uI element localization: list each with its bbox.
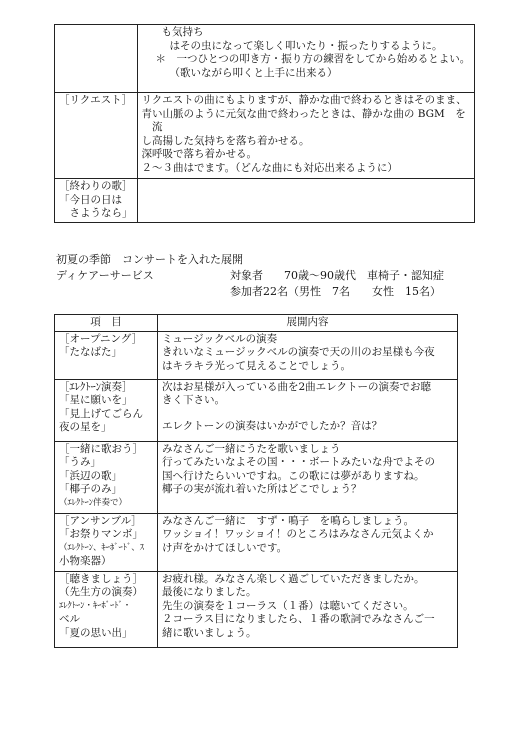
table-row xyxy=(55,25,475,93)
item-label: （先生方の演奏） xyxy=(59,586,143,598)
content-line: ミュージックベルの演奏 xyxy=(162,332,278,345)
item-cell xyxy=(55,331,158,379)
content-line: お疲れ様。みなさん楽しく過ごしていただきましたか。 xyxy=(162,572,425,585)
item-label: ［リクエスト］ xyxy=(59,94,133,106)
content-line: 青い山脈のように元気な曲で終わったときは、静かな曲の BGM を xyxy=(141,107,466,120)
content-line: 国へ行けたらいいですね。この歌には夢がありますね。 xyxy=(162,469,425,482)
content-cell xyxy=(137,25,475,93)
item-label: 「見上げてごらん xyxy=(59,407,143,420)
item-label: ［聴きましょう］ xyxy=(59,572,143,585)
content-line: はその虫になって楽しく叩いたり・振ったりするように。 xyxy=(169,39,443,52)
item-label: ベル xyxy=(59,613,80,625)
content-line: エレクトーンの演奏はいかがでしたか？音は？ xyxy=(162,419,383,432)
item-label: さようなら」 xyxy=(59,207,133,219)
content-line: きく下さい。 xyxy=(162,394,225,406)
item-label: ［オープニング］ xyxy=(59,332,143,345)
item-label: （ｴﾚｸﾄｰﾝ伴奏で） xyxy=(59,497,128,508)
content-line: 最後になりました。 xyxy=(162,586,257,598)
content-line: 椰子の実が流れ着いた所はどこでしょう？ xyxy=(162,483,362,495)
table-header-row xyxy=(55,315,458,332)
item-label: 「椰子のみ」 xyxy=(59,483,122,495)
content-line: ＊ 一つひとつの叩き方・振り方の練習をしてから始めるとよい。 xyxy=(155,53,471,65)
item-label: （ｴﾚｸﾄｰﾝ、ｷｰﾎﾞｰﾄﾞ、ｽ xyxy=(59,542,145,553)
content-cell xyxy=(137,93,475,179)
content-line: 行ってみたいなよその国・・・ボートみたいな舟でよその xyxy=(162,456,435,468)
content-line: 先生の演奏を１コーラス（１番）は聴いてください。 xyxy=(162,599,414,612)
content-cell xyxy=(158,571,458,647)
item-label: 小物楽器） xyxy=(59,555,112,567)
content-line: ２～３曲はでます。（どんな曲にも対応出来るように） xyxy=(141,161,398,174)
item-cell xyxy=(55,379,158,441)
content-line: リクエストの曲にもよりますが、静かな曲で終わるときはそのまま、 xyxy=(141,94,467,106)
item-label: ［終わりの歌］ xyxy=(59,180,133,192)
item-cell xyxy=(55,179,138,223)
item-label: ｴﾚｸﾄｰﾝ・ｷｰﾎﾞｰﾄﾞ・ xyxy=(59,600,132,611)
upper-plan-table xyxy=(54,24,475,223)
content-cell xyxy=(137,179,475,223)
item-label: ［一緒に歌おう］ xyxy=(59,442,143,455)
content-line: ２コーラス目になりましたら、１番の歌詞でみなさんご一 xyxy=(162,613,435,625)
table-row xyxy=(55,179,475,223)
content-line: みなさんご一緒に すず・鳴子 を鳴らしましょう。 xyxy=(162,514,415,527)
target-value: 70歳～90歳代 車椅子・認知症 xyxy=(284,269,444,282)
content-line: 流 xyxy=(141,121,163,133)
content-line: 深呼吸で落ち着かせる。 xyxy=(141,148,257,160)
content-line: （歌いながら叩くと上手に出来る） xyxy=(169,66,338,79)
content-spacer xyxy=(162,408,453,420)
table-row xyxy=(55,513,458,571)
column-header-item: 項 目 xyxy=(55,315,158,332)
item-cell xyxy=(55,25,138,93)
participants-info: 参加者22名（男性 7名 女性 15名） xyxy=(230,285,441,298)
content-line: はキラキラ光って見えることでしょう。 xyxy=(162,359,351,372)
facility-name: ディケアーサービス xyxy=(56,269,154,282)
program-table xyxy=(54,314,458,648)
content-line: け声をかけてほしいです。 xyxy=(162,541,288,554)
item-label: 「星に願いを」 xyxy=(59,394,133,406)
item-cell xyxy=(55,571,158,647)
content-cell xyxy=(158,379,458,441)
content-cell xyxy=(158,513,458,571)
table-row xyxy=(55,93,475,179)
target-label: 対象者 xyxy=(230,269,263,282)
item-label: 「お祭りマンボ」 xyxy=(59,528,143,540)
item-label: 「今日の日は xyxy=(59,193,122,206)
content-cell xyxy=(158,331,458,379)
item-label: 夜の星を」 xyxy=(59,421,112,433)
table-row xyxy=(55,441,458,513)
column-header-content: 展開内容 xyxy=(158,315,458,332)
content-line: きれいなミュージックベルの演奏で天の川のお星様も今夜 xyxy=(162,346,435,358)
content-cell xyxy=(158,441,458,513)
item-cell xyxy=(55,93,138,179)
content-line: し高揚した気持ちを落ち着かせる。 xyxy=(141,134,310,147)
table-row xyxy=(55,571,458,647)
item-label: 「夏の思い出」 xyxy=(59,626,133,639)
table-row xyxy=(55,331,458,379)
item-label: ［アンサンブル］ xyxy=(59,514,142,527)
content-line: みなさんご一緒にうたを歌いましょう xyxy=(162,442,341,455)
content-line: も気持ち xyxy=(161,26,204,38)
item-label: ［ｴﾚｸﾄｰﾝ演奏］ xyxy=(59,380,133,393)
item-label: 「浜辺の歌」 xyxy=(59,469,122,482)
item-cell xyxy=(55,441,158,513)
content-line: 次はお星様が入っている曲を2曲エレクトーの演奏でお聴 xyxy=(162,380,431,393)
table-row xyxy=(55,379,458,441)
item-cell xyxy=(55,513,158,571)
program-title: 初夏の季節 コンサートを入れた展開 xyxy=(56,253,243,266)
content-line: ワッショイ！ワッショイ！のところはみなさん元気よくか xyxy=(162,528,434,540)
item-label: 「たなばた」 xyxy=(59,346,122,358)
content-line: 緒に歌いましょう。 xyxy=(162,626,257,639)
item-label: 「うみ」 xyxy=(59,456,101,468)
